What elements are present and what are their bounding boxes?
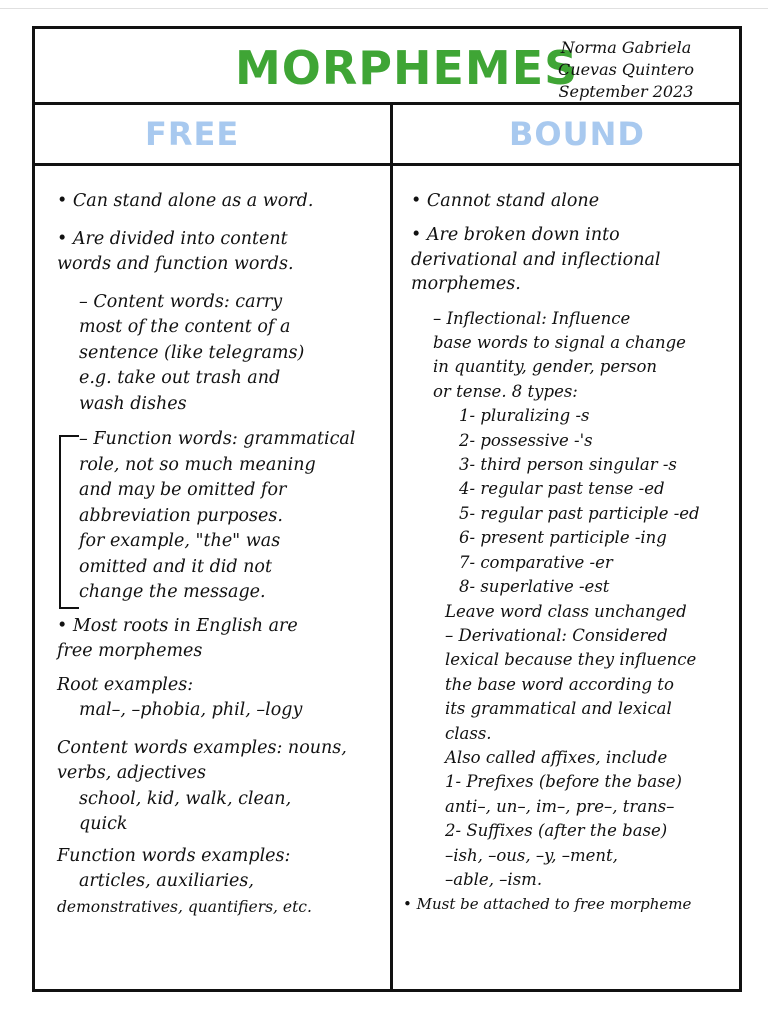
bound-line: 1- pluralizing -s <box>459 406 590 426</box>
bound-line: lexical because they influence <box>445 650 697 670</box>
bound-line: 3- third person singular -s <box>459 455 677 475</box>
bound-line: in quantity, gender, person <box>433 357 658 377</box>
bound-line: derivational and inflectional <box>411 249 661 270</box>
bound-line: 2- possessive -'s <box>459 430 593 450</box>
bound-line: 5- regular past participle -ed <box>459 503 700 523</box>
bound-line: • Are broken down into <box>411 225 620 246</box>
free-line: • Most roots in English are <box>57 615 298 636</box>
free-line: free morphemes <box>57 641 203 661</box>
bound-line: 1- Prefixes (before the base) <box>445 772 682 792</box>
free-line: abbreviation purposes. <box>79 505 283 526</box>
bound-line: Also called affixes, include <box>445 747 668 767</box>
free-line: Content words examples: nouns, <box>57 737 347 758</box>
bound-line: • Cannot stand alone <box>411 191 600 211</box>
free-line: e.g. take out trash and <box>79 368 281 388</box>
bound-line: –able, –ism. <box>445 869 543 889</box>
bound-line: – Inflectional: Influence <box>433 308 631 328</box>
free-header: FREE <box>145 115 240 153</box>
free-line: sentence (like telegrams) <box>79 342 305 363</box>
bound-column <box>403 179 737 917</box>
free-line: demonstratives, quantifiers, etc. <box>57 897 312 916</box>
bound-line: morphemes. <box>411 274 521 295</box>
free-line: – Function words: grammatical <box>79 429 356 449</box>
bound-line: 6- present participle -ing <box>459 528 667 548</box>
free-line: – Content words: carry <box>79 291 283 312</box>
bound-line: 8- superlative -est <box>459 577 610 597</box>
free-line: change the message. <box>79 582 266 602</box>
column-divider <box>390 105 393 989</box>
free-column <box>49 179 385 920</box>
header-divider <box>35 163 739 166</box>
free-line: Function words examples: <box>57 845 291 866</box>
bound-line: class. <box>445 723 492 743</box>
bound-line: 2- Suffixes (after the base) <box>445 821 668 841</box>
free-line: role, not so much meaning <box>79 454 316 475</box>
free-line: omitted and it did not <box>79 556 272 577</box>
bound-line: • Must be attached to free morpheme <box>403 895 692 914</box>
free-line: for example, "the" was <box>79 531 281 551</box>
free-line: wash dishes <box>79 393 187 414</box>
bound-line: anti–, un–, im–, pre–, trans– <box>445 796 675 816</box>
free-line: quick <box>79 814 128 834</box>
bound-line: Leave word class unchanged <box>445 601 687 621</box>
bound-header: BOUND <box>509 115 645 153</box>
bound-line: –ish, –ous, –y, –ment, <box>445 845 618 865</box>
page-title: MORPHEMES <box>235 41 579 95</box>
free-line: • Can stand alone as a word. <box>57 191 314 211</box>
bound-line: – Derivational: Considered <box>445 625 668 645</box>
free-line: articles, auxiliaries, <box>79 871 254 891</box>
top-divider <box>0 8 768 9</box>
bound-line: or tense. 8 types: <box>433 381 578 401</box>
free-line: words and function words. <box>57 254 294 274</box>
bound-line: 7- comparative -er <box>459 552 613 572</box>
title-divider <box>35 102 739 105</box>
bound-line: its grammatical and lexical <box>445 699 672 719</box>
morphemes-sheet <box>32 26 742 992</box>
free-line: and may be omitted for <box>79 480 287 500</box>
bound-line: 4- regular past tense -ed <box>459 479 665 499</box>
free-line: • Are divided into content <box>57 228 288 249</box>
bound-line: base words to signal a change <box>433 333 686 353</box>
author-first-name: Norma Gabriela <box>560 38 692 57</box>
author-block <box>541 37 711 103</box>
author-date: September 2023 <box>558 82 694 101</box>
free-line: mal–, –phobia, phil, –logy <box>79 700 303 720</box>
free-line: verbs, adjectives <box>57 763 206 783</box>
free-line: most of the content of a <box>79 317 291 337</box>
bound-line: the base word according to <box>445 674 674 694</box>
free-line: school, kid, walk, clean, <box>79 788 292 809</box>
author-last-name: Cuevas Quintero <box>558 60 694 79</box>
free-line: Root examples: <box>57 674 194 695</box>
